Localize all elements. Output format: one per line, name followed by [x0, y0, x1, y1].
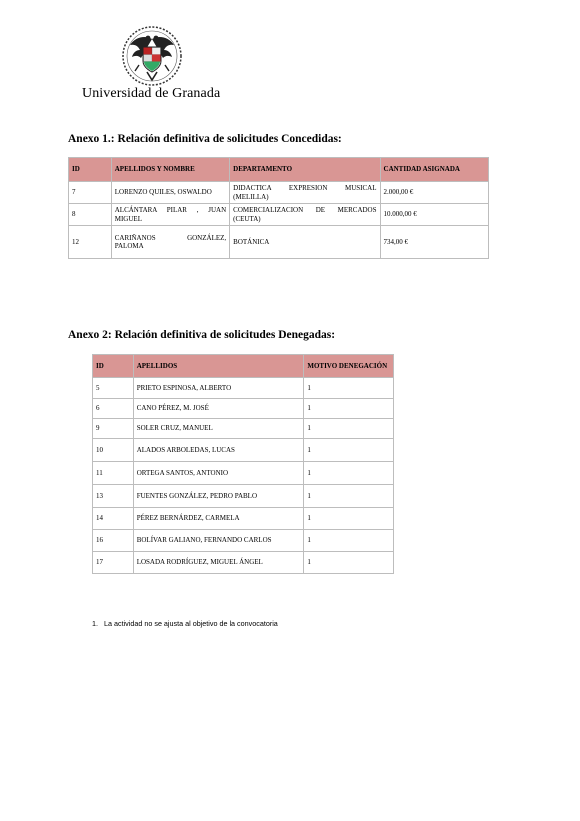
cell-reason: 1: [304, 485, 394, 508]
cell-amount: 2.000,00 €: [380, 182, 488, 204]
annex1-title: Anexo 1.: Relación definitiva de solicitudes Concedidas:: [68, 133, 342, 145]
column-header-surnames: APELLIDOS: [133, 355, 304, 378]
footnote-number: 1.: [92, 619, 98, 628]
cell-department: COMERCIALIZACION DE MERCADOS (CEUTA): [230, 204, 380, 226]
cell-id: 14: [93, 508, 134, 530]
table-row: [93, 378, 394, 399]
cell-reason: 1: [304, 378, 394, 399]
cell-name: CARIÑANOS GONZÁLEZ, PALOMA: [111, 226, 229, 259]
university-crest-logo: [121, 25, 183, 87]
column-header-id: ID: [69, 158, 112, 182]
cell-id: 11: [93, 462, 134, 485]
cell-id: 6: [93, 399, 134, 419]
cell-name: ALCÁNTARA PILAR , JUAN MIGUEL: [111, 204, 229, 226]
table-header-row: [93, 355, 394, 378]
table-row: [93, 530, 394, 552]
cell-name: SOLER CRUZ, MANUEL: [133, 419, 304, 439]
cell-reason: 1: [304, 419, 394, 439]
column-header-id: ID: [93, 355, 134, 378]
table-row: [93, 439, 394, 462]
annex2-title: Anexo 2: Relación definitiva de solicitudes Denegadas:: [68, 329, 336, 341]
cell-id: 10: [93, 439, 134, 462]
cell-name: PÉREZ BERNÁRDEZ, CARMELA: [133, 508, 304, 530]
cell-id: 16: [93, 530, 134, 552]
table-row: [93, 399, 394, 419]
table-row: [69, 182, 489, 204]
cell-name: FUENTES GONZÁLEZ, PEDRO PABLO: [133, 485, 304, 508]
cell-name: LOSADA RODRÍGUEZ, MIGUEL ÁNGEL: [133, 552, 304, 574]
table-row: [69, 226, 489, 259]
cell-id: 12: [69, 226, 112, 259]
granted-requests-table: [68, 157, 489, 259]
column-header-name: APELLIDOS Y NOMBRE: [111, 158, 229, 182]
cell-reason: 1: [304, 508, 394, 530]
column-header-reason: MOTIVO DENEGACIÓN: [304, 355, 394, 378]
footnote: [92, 619, 278, 628]
cell-reason: 1: [304, 530, 394, 552]
cell-department: DIDACTICA EXPRESION MUSICAL (MELILLA): [230, 182, 380, 204]
cell-reason: 1: [304, 439, 394, 462]
cell-id: 17: [93, 552, 134, 574]
cell-id: 13: [93, 485, 134, 508]
column-header-amount: CANTIDAD ASIGNADA: [380, 158, 488, 182]
university-name: Universidad de Granada: [82, 86, 221, 101]
table-row: [93, 419, 394, 439]
cell-reason: 1: [304, 399, 394, 419]
cell-reason: 1: [304, 462, 394, 485]
cell-name: CANO PÉREZ, M. JOSÉ: [133, 399, 304, 419]
table-row: [93, 508, 394, 530]
denied-requests-table: [92, 354, 394, 574]
cell-id: 7: [69, 182, 112, 204]
cell-id: 5: [93, 378, 134, 399]
cell-amount: 734,00 €: [380, 226, 488, 259]
table-row: [69, 204, 489, 226]
cell-reason: 1: [304, 552, 394, 574]
cell-id: 8: [69, 204, 112, 226]
cell-id: 9: [93, 419, 134, 439]
cell-name: LORENZO QUILES, OSWALDO: [111, 182, 229, 204]
cell-name: PRIETO ESPINOSA, ALBERTO: [133, 378, 304, 399]
footnote-text: La actividad no se ajusta al objetivo de la convocatoria: [104, 619, 278, 628]
column-header-department: DEPARTAMENTO: [230, 158, 380, 182]
cell-name: ORTEGA SANTOS, ANTONIO: [133, 462, 304, 485]
cell-amount: 10.000,00 €: [380, 204, 488, 226]
table-header-row: [69, 158, 489, 182]
cell-department: BOTÁNICA: [230, 226, 380, 259]
table-row: [93, 485, 394, 508]
cell-name: BOLÍVAR GALIANO, FERNANDO CARLOS: [133, 530, 304, 552]
table-row: [93, 552, 394, 574]
cell-name: ALADOS ARBOLEDAS, LUCAS: [133, 439, 304, 462]
table-row: [93, 462, 394, 485]
